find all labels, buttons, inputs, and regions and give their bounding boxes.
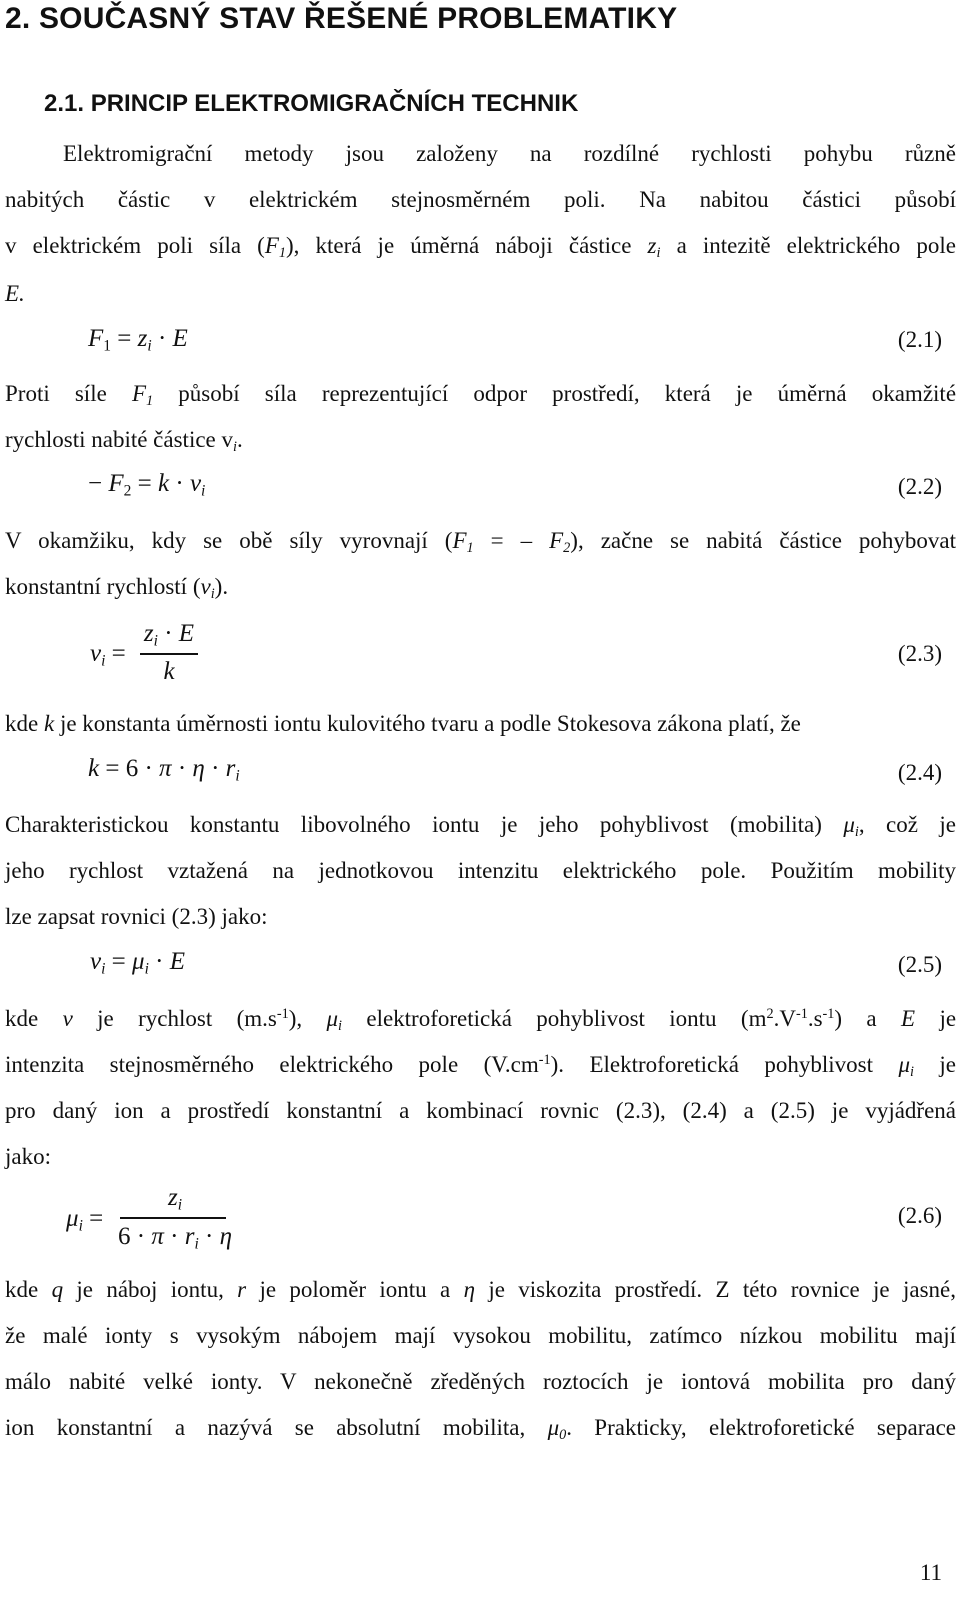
equation-number: (2.4) [897,760,942,785]
page-number: 11 [919,1560,942,1585]
fraction-denominator: $6 \cdot \pi \cdot r_i \cdot \eta$ [118,1223,232,1253]
paragraph-line: E. [5,281,25,306]
paragraph-line: kde k je konstanta úměrnosti iontu kulovitého tvaru a podle Stokesova zákona platí, že [5,711,801,736]
fraction-numerator: $z_i$ [167,1184,183,1214]
equation-number: (2.2) [897,474,942,499]
paragraph-line: kde q je náboj iontu, r je poloměr iontu a η je viskozita prostředí. Z této rovnice je jasné, [5,1277,956,1302]
equation-number: (2.6) [897,1203,942,1228]
fraction-numerator: $z_i \cdot E$ [143,620,195,650]
paragraph-line: konstantní rychlostí $(v_i)$. [5,574,229,602]
paragraph-line: že malé ionty s vysokým nábojem mají vysokou mobilitu, zatímco nízkou mobilitu mají [5,1323,956,1348]
paragraph-line: rychlosti nabité částice $v_i$. [5,427,243,455]
paragraph-line: lze zapsat rovnici (2.3) jako: [5,904,268,929]
equation-2-4: $k = 6 \cdot \pi \cdot \eta \cdot r_i$ [88,755,240,785]
paragraph-line: nabitých částic v elektrickém stejnosměrném poli. Na nabitou částici působí [5,187,956,212]
fraction-bar [140,653,198,655]
fraction-denominator: k [163,658,175,685]
equation-2-3-lhs: $\nu_i$ = [90,640,126,670]
paragraph-line: jeho rychlost vztažená na jednotkovou intenzitu elektrického pole. Použitím mobility [5,858,956,883]
paragraph-line: V okamžiku, kdy se obě síly vyrovnají ($F_1$ = – $F_2$), začne se nabitá částice pohybovat [5,528,956,556]
paragraph-line: Proti síle $F_1$ působí síla reprezentující odpor prostředí, která je úměrná okamžité [5,381,957,409]
section-heading: 2. SOUČASNÝ STAV ŘEŠENÉ PROBLEMATIKY [5,2,678,35]
paragraph-line: v elektrickém poli síla $(F_1)$, která je úměrná náboji částice $z_i$ a intezitě elektrického pole [5,233,956,261]
paragraph-line: intenzita stejnosměrného elektrického pole $(V.cm^{-1})$. Elektroforetická pohyblivost $\mu_i$ je [5,1052,957,1080]
equation-number: (2.5) [897,952,942,977]
paragraph-line: jako: [5,1144,51,1169]
equation-2-6-lhs: $\mu_i$ = [66,1205,104,1235]
paragraph-line: pro daný ion a prostředí konstantní a kombinací rovnic (2.3), (2.4) a (2.5) je vyjádřená [5,1098,956,1123]
equation-number: (2.3) [897,641,942,666]
equation-2-1: $F_1 = z_i \cdot E$ [88,325,188,355]
subsection-heading: 2.1. PRINCIP ELEKTROMIGRAČNÍCH TECHNIK [44,90,579,117]
equation-2-5: $\nu_i = \mu_i \cdot E$ [90,948,186,978]
paragraph-line: Charakteristickou konstantu libovolného iontu je jeho pohyblivost (mobilita) $\mu_i$, což je [5,812,957,840]
paragraph-line: kde v je rychlost $(m.s^{-1})$, $\mu_i$ elektroforetická pohyblivost iontu $(m^2.V^{-1}.s^{-1})$ a E je [5,1006,957,1034]
paragraph-line: Elektromigrační metody jsou založeny na rozdílné rychlosti pohybu různě [63,141,956,166]
paragraph-line: ion konstantní a nazývá se absolutní mobilita, $\mu_0$. Prakticky, elektroforetické separace [5,1415,957,1443]
equation-number: (2.1) [897,327,942,352]
paragraph-line: málo nabité velké ionty. V nekonečně zředěných roztocích je iontová mobilita pro daný [5,1369,956,1394]
equation-2-2: − $F_2 = k \cdot \nu_i$ [88,470,206,500]
fraction-bar [120,1217,226,1219]
